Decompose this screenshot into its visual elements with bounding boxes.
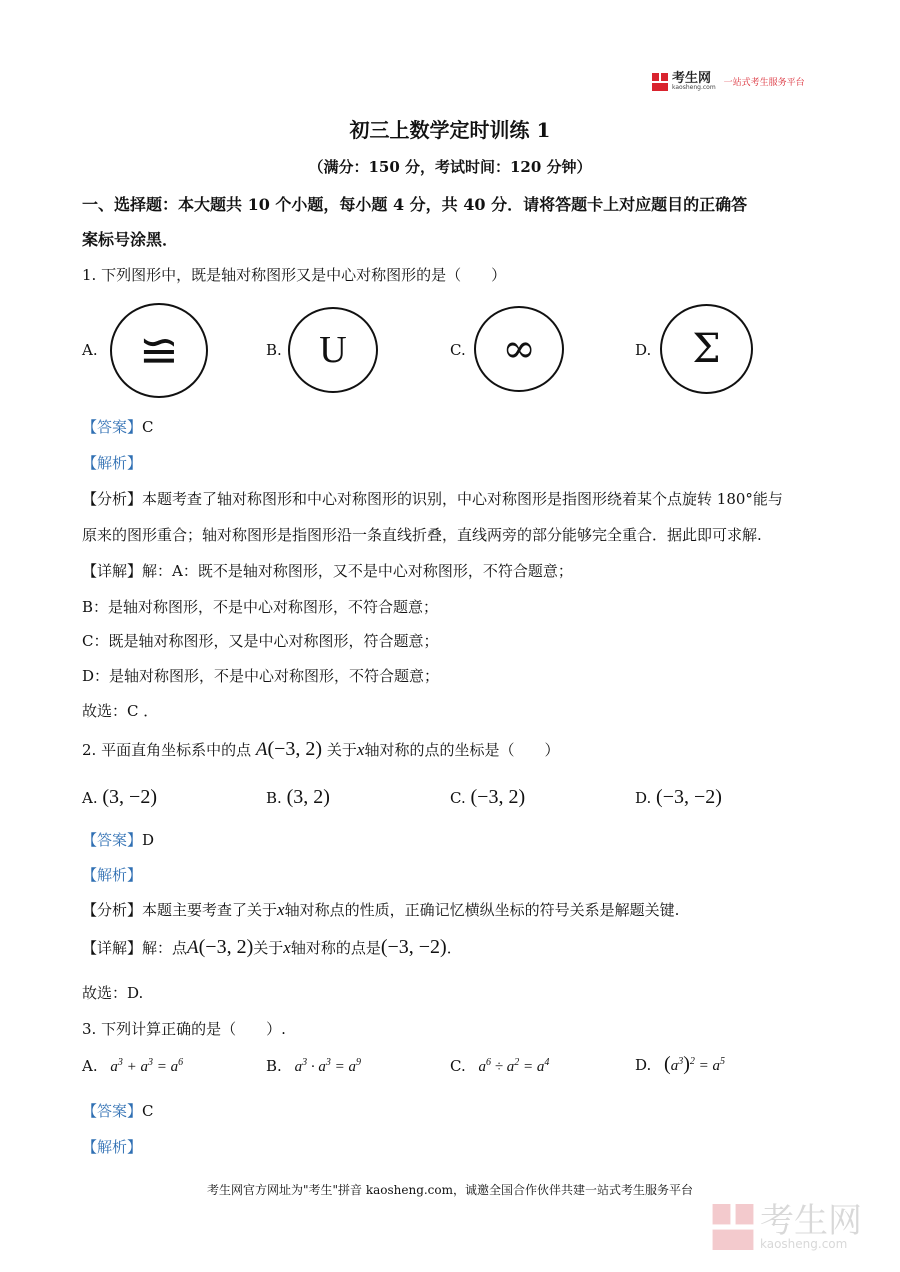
- q2-stem-post: 轴对称的点的坐标是（ ）: [364, 741, 560, 759]
- q3-option-b: [266, 1057, 361, 1076]
- q2-fenxi-post: 轴对称点的性质，正确记忆横纵坐标的符号关系是解题关键.: [284, 901, 680, 919]
- q1-xiangjie-line3: C：既是轴对称图形，又是中心对称图形，符合题意；: [82, 632, 439, 650]
- header-logo: [652, 72, 805, 91]
- q2-stem-pre: 2. 平面直角坐标系中的点: [82, 741, 252, 759]
- page-title: 初三上数学定时训练 1: [349, 118, 551, 142]
- q1-xiangjie-line1: [82, 560, 573, 581]
- q2-option-d-label: D.: [635, 789, 652, 807]
- q1-xiangjie-line4: D：是轴对称图形，不是中心对称图形，不符合题意；: [82, 667, 440, 685]
- q2-xiangjie-tag: 【详解】: [82, 939, 143, 957]
- q2-fenxi-tag: 【分析】: [82, 901, 143, 919]
- q1-option-c-symbol: ∞: [502, 326, 536, 372]
- q1-answer: [82, 416, 154, 437]
- q1-option-c-figure: [474, 306, 564, 392]
- q2-stem-mid: 关于: [326, 741, 357, 759]
- q1-option-b-figure: [288, 307, 378, 393]
- q2-fenxi-pre: 本题主要考查了关于: [142, 901, 278, 919]
- watermark-text: 考生网: [760, 1201, 862, 1241]
- q2-xiangjie-mid: 关于: [253, 939, 284, 957]
- q2-option-d: [635, 786, 722, 809]
- q3-answer: [82, 1100, 154, 1121]
- q2-option-b-label: B.: [266, 789, 282, 807]
- q3-option-d: [635, 1053, 725, 1076]
- q3-option-b-label: B.: [266, 1057, 282, 1075]
- watermark-sub: kaosheng.com: [760, 1237, 848, 1251]
- q1-fenxi-line2: 原来的图形重合；轴对称图形是指图形沿一条直线折叠，直线两旁的部分能够完全重合．据此即可求解.: [82, 526, 762, 544]
- q2-stem-point: A: [255, 739, 268, 760]
- q1-final: 故选：C ．: [82, 702, 159, 720]
- q3-analysis-tag: 【解析】: [82, 1138, 143, 1156]
- q1-option-a-symbol: ≌: [138, 322, 180, 379]
- logo-text: 考生网: [672, 71, 712, 86]
- q3-stem: 3. 下列计算正确的是（ ）.: [82, 1020, 286, 1038]
- q1-option-d-label: D.: [635, 341, 652, 359]
- q3-answer-tag: 【答案】: [82, 1102, 143, 1120]
- q2-fenxi: [82, 899, 679, 920]
- q2-xiangjie-post: 轴对称的点是: [290, 939, 381, 957]
- q1-stem: 1. 下列图形中，既是轴对称图形又是中心对称图形的是（ ）: [82, 266, 507, 284]
- q2-option-c-value: (−3, 2): [470, 786, 526, 808]
- q1-fenxi-text1: 本题考查了轴对称图形和中心对称图形的识别，中心对称图形是指图形绕着某个点旋转 180°能与: [142, 490, 783, 508]
- q1-option-d-symbol: Σ: [692, 326, 721, 372]
- q1-option-c-label: C.: [450, 341, 466, 359]
- q1-xiangjie-line2: B：是轴对称图形，不是中心对称图形，不符合题意；: [82, 598, 439, 616]
- q2-answer-value: D: [142, 831, 155, 849]
- q2-xiangjie-x: x: [283, 938, 291, 957]
- q3-answer-value: C: [142, 1102, 154, 1120]
- q1-option-b-symbol: U: [319, 329, 347, 371]
- watermark: [712, 1201, 862, 1251]
- section-header-line2: 案标号涂黑．: [82, 230, 179, 249]
- q2-option-a: [82, 786, 157, 809]
- q2-xiangjie-result: (−3, −2): [380, 936, 447, 958]
- q2-analysis-tag: 【解析】: [82, 866, 143, 884]
- header-slogan: 一站式考生服务平台: [723, 78, 805, 88]
- q2-option-a-label: A.: [82, 789, 98, 807]
- page-subtitle: （满分：150 分，考试时间：120 分钟）: [308, 158, 592, 176]
- q3-option-a-label: A.: [82, 1057, 98, 1075]
- kaosheng-logo-icon: [652, 73, 668, 91]
- q2-option-b: [266, 786, 330, 809]
- footer-text: 考生网官方网址为"考生"拼音 kaosheng.com，诚邀全国合作伙伴共建一站式考生服务平台: [206, 1183, 694, 1197]
- q3-option-d-label: D.: [635, 1056, 652, 1074]
- q1-answer-value: C: [142, 418, 154, 436]
- q2-xiangjie-coord: (−3, 2): [198, 936, 254, 958]
- q2-stem-coord: (−3, 2): [267, 738, 323, 760]
- section-header-line1: 一、选择题：本大题共 10 个小题，每小题 4 分，共 40 分．请将答题卡上对应题目的正确答: [82, 195, 748, 214]
- q2-answer: [82, 829, 154, 850]
- q2-xiangjie-pre: 解：点: [142, 939, 188, 957]
- q1-answer-tag: 【答案】: [82, 418, 143, 436]
- q2-xiangjie: [82, 936, 462, 959]
- q2-fenxi-x: x: [277, 900, 285, 919]
- q1-option-d-figure: [660, 304, 753, 394]
- q2-xiangjie-point: A: [187, 937, 199, 958]
- q2-option-c-label: C.: [450, 789, 466, 807]
- q1-option-a-label: A.: [82, 341, 98, 359]
- q2-option-a-value: (3, −2): [102, 786, 157, 808]
- q2-option-c: [450, 786, 525, 809]
- q3-option-d-expr: $(a^3)^2 = a^5$: [664, 1053, 726, 1075]
- q3-option-a-expr: $a^3 + a^3 = a^6$: [110, 1057, 184, 1075]
- q1-xiangjie-tag: 【详解】: [82, 562, 143, 580]
- q3-option-c-expr: $a^6 \div a^2 = a^4$: [478, 1057, 550, 1075]
- q1-fenxi-tag: 【分析】: [82, 490, 143, 508]
- q2-option-b-value: (3, 2): [286, 786, 330, 808]
- q1-option-b-label: B.: [266, 341, 282, 359]
- q2-option-d-value: (−3, −2): [656, 786, 722, 808]
- q1-option-a-figure: [110, 303, 208, 398]
- watermark-logo-icon: [712, 1204, 754, 1250]
- q2-final: 故选：D.: [82, 984, 144, 1002]
- q2-xiangjie-end: ．: [446, 939, 462, 957]
- q3-option-c: [450, 1057, 549, 1076]
- q3-option-c-label: C.: [450, 1057, 466, 1075]
- q2-stem-x: x: [356, 740, 365, 759]
- q1-fenxi-line1: [82, 488, 783, 509]
- q3-option-a: [82, 1057, 183, 1076]
- q1-analysis-tag: 【解析】: [82, 454, 143, 472]
- logo-sub: kaosheng.com: [672, 84, 716, 91]
- q3-option-b-expr: $a^3 \cdot a^3 = a^9$: [294, 1057, 361, 1075]
- q1-xiangjie-text1: 解：A：既不是轴对称图形，又不是中心对称图形，不符合题意；: [142, 562, 573, 580]
- q2-answer-tag: 【答案】: [82, 831, 143, 849]
- q2-stem: [82, 738, 559, 761]
